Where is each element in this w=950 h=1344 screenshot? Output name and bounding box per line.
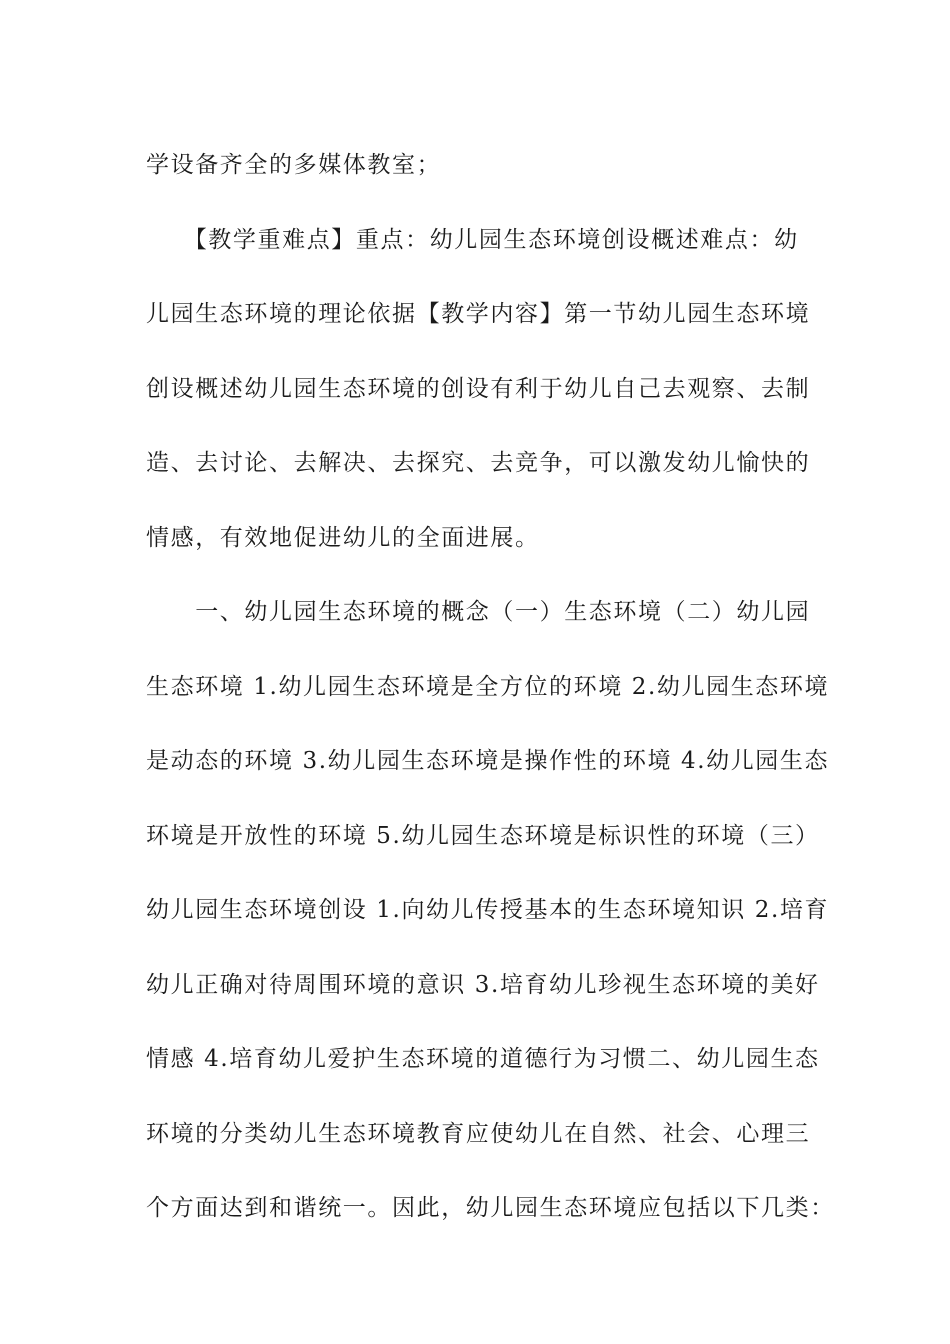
text-line: 幼儿正确对待周围环境的意识 3.培育幼儿珍视生态环境的美好 <box>146 971 820 998</box>
text-line: 学设备齐全的多媒体教室； <box>146 152 442 178</box>
paragraph-3 <box>146 575 835 1246</box>
text-line: 生态环境 1.幼儿园生态环境是全方位的环境 2.幼儿园生态环境 <box>146 673 830 700</box>
text-line: 幼儿园生态环境创设 1.向幼儿传授基本的生态环境知识 2.培育 <box>146 897 830 923</box>
body-text <box>146 128 835 1246</box>
text-line: 情感，有效地促进幼儿的全面进展。 <box>146 524 540 551</box>
paragraph-1 <box>146 128 806 203</box>
text-line: 一、幼儿园生态环境的概念（一）生态环境（二）幼儿园 <box>146 599 811 625</box>
text-line: 环境的分类幼儿生态环境教育应使幼儿在自然、社会、心理三 <box>146 1120 811 1147</box>
paragraph-2 <box>146 203 811 576</box>
text-line: 个方面达到和谐统一。因此，幼儿园生态环境应包括以下几类： <box>146 1195 835 1221</box>
text-line: 儿园生态环境的理论依据【教学内容】第一节幼儿园生态环境 <box>146 301 811 327</box>
text-line: 造、去讨论、去解决、去探究、去竞争，可以激发幼儿愉快的 <box>146 450 811 476</box>
text-line: 环境是开放性的环境 5.幼儿园生态环境是标识性的环境（三） <box>146 822 820 849</box>
text-line: 是动态的环境 3.幼儿园生态环境是操作性的环境 4.幼儿园生态 <box>146 748 830 774</box>
text-line: 创设概述幼儿园生态环境的创设有利于幼儿自己去观察、去制 <box>146 375 811 402</box>
text-line: 情感 4.培育幼儿爱护生态环境的道德行为习惯二、幼儿园生态 <box>146 1046 820 1072</box>
text-line: 【教学重难点】重点：幼儿园生态环境创设概述难点：幼 <box>146 226 799 253</box>
